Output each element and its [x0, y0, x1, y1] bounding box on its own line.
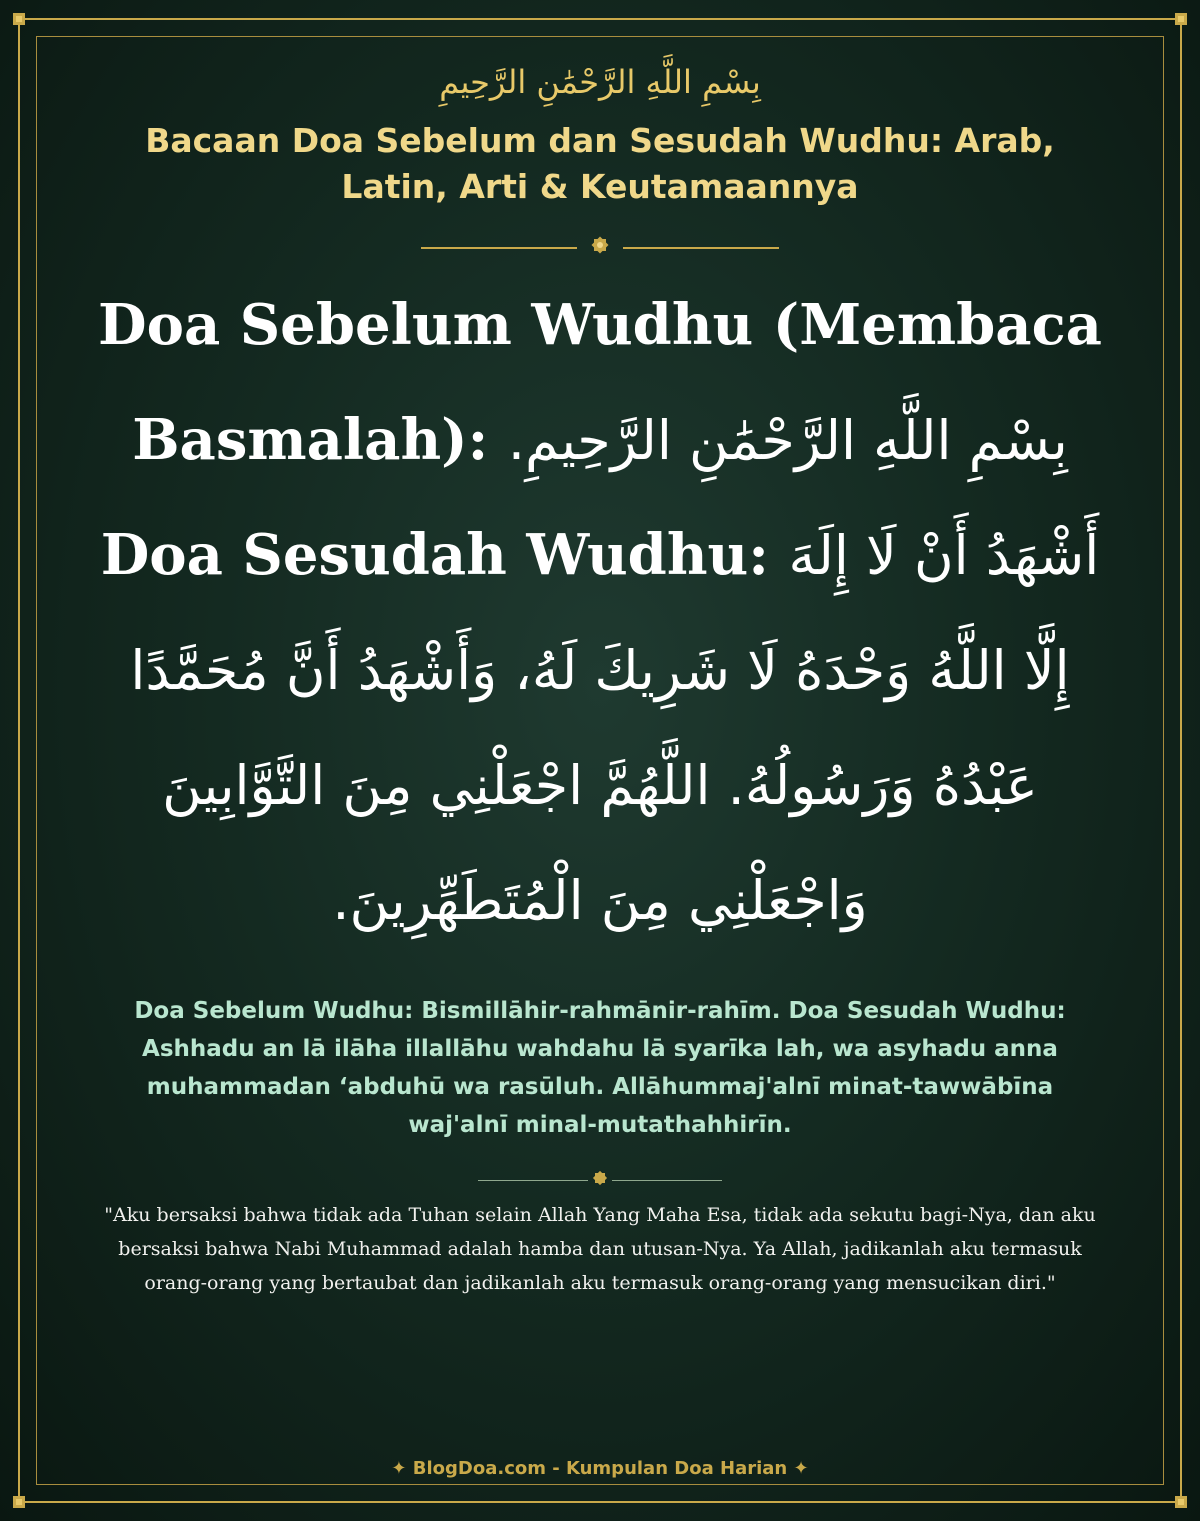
section-divider [0, 1170, 1200, 1191]
diamond-ornament-icon [592, 1170, 608, 1191]
corner-ornament-icon [8, 1491, 30, 1513]
corner-ornament-icon [1170, 8, 1192, 30]
divider-line [421, 247, 577, 249]
page-title: Bacaan Doa Sebelum dan Sesudah Wudhu: Arab, Latin, Arti & Keutamaannya [145, 121, 1055, 206]
before-wudhu-arabic: بِسْمِ اللَّهِ الرَّحْمَٰنِ الرَّحِيمِ. [507, 409, 1068, 472]
star-ornament-icon [589, 234, 611, 261]
before-wudhu-label: Doa Sebelum Wudhu (Membaca Basmalah): [98, 292, 1102, 473]
main-dua-text [70, 268, 1130, 958]
latin-transliteration: Doa Sebelum Wudhu: Bismillāhir-rahmānir-rahīm. Doa Sesudah Wudhu: Ashhadu an lā ilāha illallāhu wahdahu lā syarīka lah, wa asyhadu anna muhammadan ‘abduhū wa rasūluh. Allāhummaj'alnī minat-tawwābīna waj'alnī minal-mutathahhirīn. [134, 998, 1066, 1138]
divider-line [612, 1180, 722, 1181]
divider-line [478, 1180, 588, 1181]
footer-credit: ✦ BlogDoa.com - Kumpulan Doa Harian ✦ [391, 1458, 809, 1479]
title-divider [0, 234, 1200, 261]
translation-text: "Aku bersaksi bahwa tidak ada Tuhan selain Allah Yang Maha Esa, tidak ada sekutu bagi-Nya, dan aku bersaksi bahwa Nabi Muhammad adalah hamba dan utusan-Nya. Ya Allah, jadikanlah aku termasuk orang-orang yang bertaubat dan jadikanlah aku termasuk orang-orang yang mensucikan diri." [104, 1204, 1096, 1294]
header-basmalah: بِسْمِ اللَّهِ الرَّحْمَٰنِ الرَّحِيمِ [439, 63, 761, 101]
corner-ornament-icon [8, 8, 30, 30]
after-wudhu-label: Doa Sesudah Wudhu: [100, 522, 769, 588]
after-wudhu-arabic: أَشْهَدُ أَنْ لَا إِلَهَ إِلَّا اللَّهُ وَحْدَهُ لَا شَرِيكَ لَهُ، وَأَشْهَدُ أَنَّ مُحَمَّدًا عَبْدُهُ وَرَسُولُهُ. اللَّهُمَّ اجْعَلْنِي مِنَ التَّوَّابِينَ وَاجْعَلْنِي مِنَ الْمُتَطَهِّرِينَ. [130, 524, 1100, 932]
corner-ornament-icon [1170, 1491, 1192, 1513]
divider-line [623, 247, 779, 249]
